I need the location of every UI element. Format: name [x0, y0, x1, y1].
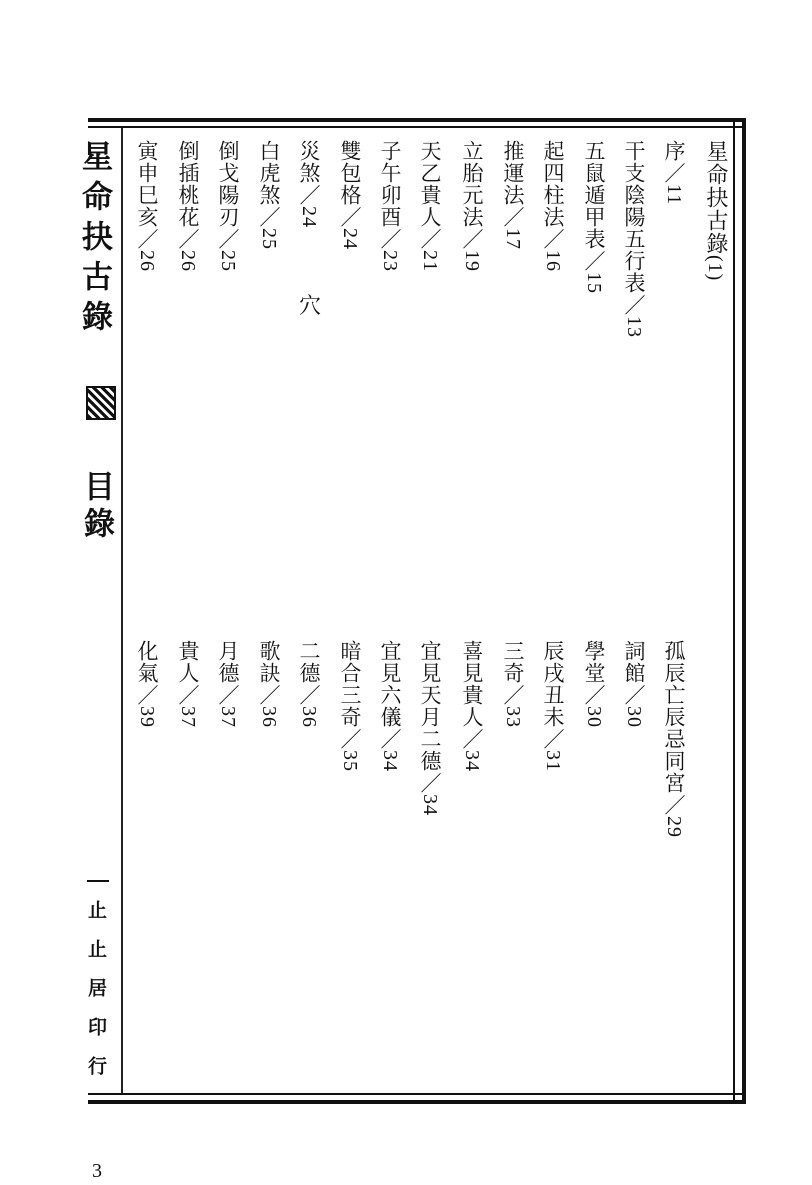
toc-entry: 立胎元法／19	[460, 140, 484, 272]
toc-entry: 詞館／30	[622, 640, 646, 728]
toc-entry: 辰戌丑未／31	[541, 640, 565, 772]
toc-entry: 倒戈陽刃／25	[216, 140, 240, 272]
toc-entry: 歌訣／36	[257, 640, 281, 728]
page-frame-bottom	[88, 1093, 746, 1104]
toc-entry: 序／11	[662, 140, 686, 206]
toc-entry: 二德／36	[297, 640, 321, 728]
toc-entry: 三奇／33	[501, 640, 525, 728]
toc-entry: 干支陰陽五行表／13	[622, 140, 646, 338]
fishtail-mark-icon	[86, 386, 116, 420]
page-number: 3	[92, 1160, 102, 1182]
header-column	[704, 140, 726, 281]
toc-entry: 宜見天月二德／34	[418, 640, 442, 816]
toc-label: 目錄	[78, 470, 114, 544]
toc-entry: 起四柱法／16	[541, 140, 565, 272]
page-frame-top	[88, 118, 746, 128]
toc-entry: 天乙貴人／21	[418, 140, 442, 272]
page-frame-right	[733, 118, 746, 1104]
toc-entry: 倒插桃花／26	[176, 140, 200, 272]
toc-entry: 月德／37	[216, 640, 240, 728]
margin-rule	[121, 128, 123, 1093]
toc-entry: 喜見貴人／34	[460, 640, 484, 772]
section-mark: 穴	[299, 294, 322, 319]
toc-entry: 學堂／30	[582, 640, 606, 728]
toc-entry: 推運法／17	[501, 140, 525, 250]
toc-entry: 雙包格／24	[338, 140, 362, 250]
header-part: (1)	[704, 255, 726, 282]
toc-entry: 五鼠遁甲表／15	[582, 140, 606, 294]
book-title: 星命抉古錄	[76, 140, 112, 340]
toc-entry: 白虎煞／25	[257, 140, 281, 250]
publisher-rule	[87, 880, 109, 882]
toc-entry: 災煞／24	[297, 140, 321, 228]
toc-entry: 宜見六儀／34	[378, 640, 402, 772]
toc-entry: 子午卯酉／23	[378, 140, 402, 272]
toc-entry: 化氣／39	[135, 640, 159, 728]
toc-entry: 貴人／37	[176, 640, 200, 728]
header-title: 星命抉古錄	[703, 140, 728, 255]
toc-entry: 寅申巳亥／26	[135, 140, 159, 272]
publisher-imprint: 止止居印行	[85, 900, 107, 1095]
toc-entry: 暗合三奇／35	[338, 640, 362, 772]
toc-entry: 孤辰亡辰忌同宮／29	[662, 640, 686, 838]
